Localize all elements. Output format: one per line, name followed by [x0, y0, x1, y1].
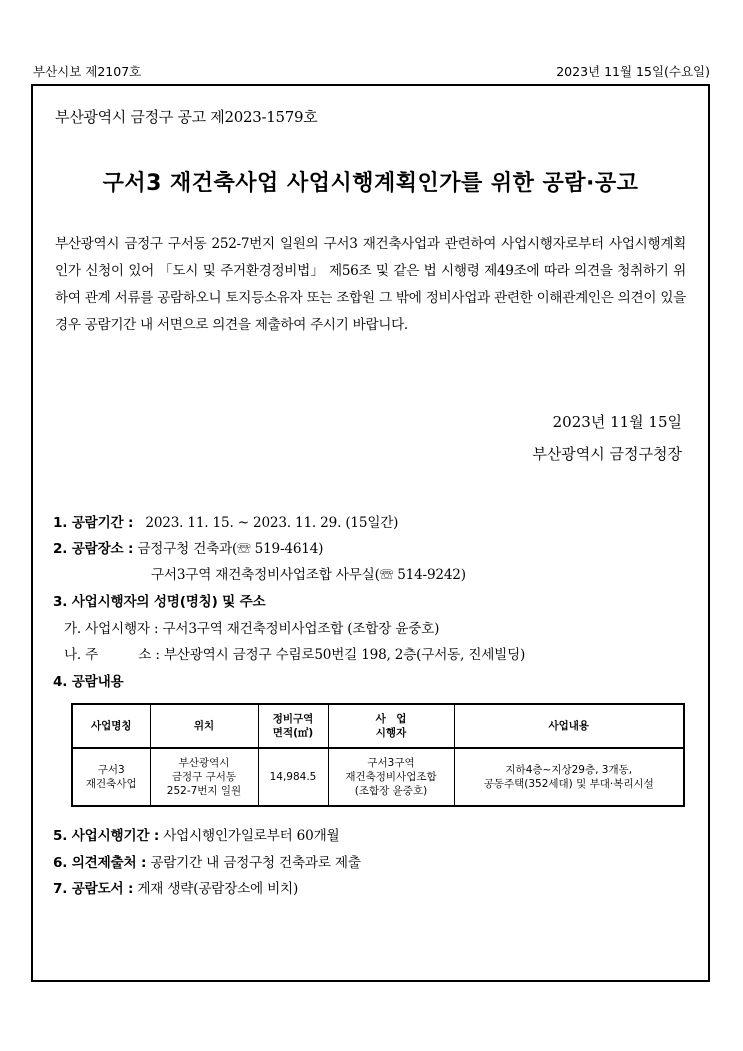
item-place — [53, 537, 323, 557]
table-cell: 지하4층~지상29층, 3개동, 공동주택(352세대) 및 부대·복리시설 — [454, 748, 684, 806]
table-cell: 부산광역시 금정구 구서동 252-7번지 일원 — [150, 748, 258, 806]
notice-title: 구서3 재건축사업 사업시행계획인가를 위한 공람·공고 — [102, 171, 639, 196]
table-row — [72, 748, 684, 806]
operator-address-value: 부산광역시 금정구 수림로50번길 198, 2층(구서동, 진세빌딩) — [163, 647, 526, 663]
item-period — [53, 511, 398, 531]
table-cell: 구서3 재건축사업 — [72, 748, 150, 806]
item-duration-value: 사업시행인가일로부터 60개월 — [163, 828, 340, 844]
operator-name-value: 구서3구역 재건축정비사업조합 (조합장 윤중호) — [162, 621, 440, 637]
notice-date: 2023년 11월 15일 — [552, 413, 682, 431]
notice-body: 부산광역시 금정구 구서동 252-7번지 일원의 구서3 재건축사업과 관련하여 사업시행자로부터 사업시행계획인가 신청이 있어 「도시 및 주거환경정비법」 제56조 및 같은 법 시행령 제49조에 따라 의견을 청취하기 위하여 관계 서류를 공람하오니 토지등소유자 또는 조합원 그 밖에 정비사업과 관련한 이해관계인은 의견이 있을 경우 공람기간 내 서면으로 의견을 제출하여 주시기 바랍니다. — [55, 236, 686, 333]
table-header: 정비구역 면적(㎡) — [258, 704, 328, 748]
item-place-line1: 금정구청 건축과(☏ 519-4614) — [137, 541, 324, 557]
item-operator-address — [64, 643, 525, 663]
item-contents-label: 4. 공람내용 — [53, 674, 124, 690]
table-header: 사업내용 — [454, 704, 684, 748]
item-submit-label: 6. 의견제출처 : — [53, 855, 147, 871]
item-submit — [53, 851, 361, 871]
operator-name-label: 가. 사업시행자 : — [64, 621, 159, 637]
item-docs-value: 게재 생략(공람장소에 비치) — [137, 881, 299, 897]
item-place-label: 2. 공람장소 : — [53, 541, 134, 557]
table-header: 위치 — [150, 704, 258, 748]
table-header-row — [72, 704, 684, 748]
item-operator-label: 3. 사업시행자의 성명(명칭) 및 주소 — [53, 594, 266, 610]
table-cell: 14,984.5 — [258, 748, 328, 806]
item-duration-label: 5. 사업시행기간 : — [53, 828, 160, 844]
contents-table — [71, 703, 685, 807]
item-docs — [53, 877, 298, 897]
gazette-issue: 부산시보 제2107호 — [33, 64, 142, 79]
table-header: 사 업 시행자 — [328, 704, 454, 748]
notice-frame — [31, 84, 710, 982]
notice-number: 부산광역시 금정구 공고 제2023-1579호 — [55, 108, 318, 126]
item-operator — [53, 590, 266, 610]
table-header: 사업명칭 — [72, 704, 150, 748]
operator-address-label: 나. 주 소 : — [64, 647, 160, 663]
item-period-label: 1. 공람기간 : — [53, 515, 134, 531]
gazette-date: 2023년 11월 15일(수요일) — [556, 64, 710, 79]
table-cell: 구서3구역 재건축정비사업조합 (조합장 윤중호) — [328, 748, 454, 806]
item-docs-label: 7. 공람도서 : — [53, 881, 134, 897]
item-place-line2: 구서3구역 재건축정비사업조합 사무실(☏ 514-9242) — [151, 567, 466, 583]
notice-issuer: 부산광역시 금정구청장 — [532, 445, 682, 463]
item-operator-name — [64, 617, 439, 637]
item-period-value: 2023. 11. 15. ~ 2023. 11. 29. (15일간) — [145, 515, 399, 531]
item-submit-value: 공람기간 내 금정구청 건축과로 제출 — [150, 855, 361, 871]
item-duration — [53, 824, 339, 844]
item-contents — [53, 670, 123, 690]
